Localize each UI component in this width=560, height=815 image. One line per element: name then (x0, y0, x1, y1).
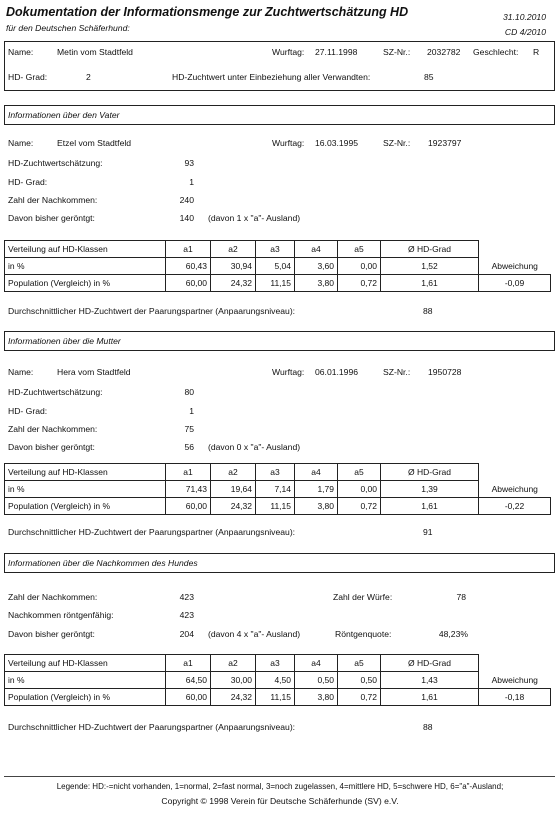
vater-davon: 140 (179, 213, 194, 223)
vater-hd-grad: 1 (189, 177, 194, 187)
table-cell: 3,80 (295, 498, 338, 515)
mutter-distribution-table (4, 463, 551, 515)
vater-zahl-nachkommen: 240 (179, 195, 194, 205)
vater-sz: 1923797 (428, 138, 462, 148)
nachkommen-wuerfe: 78 (456, 592, 466, 602)
nachkommen-heading: Informationen über die Nachkommen des Hundes (8, 558, 198, 568)
vater-wurftag: 16.03.1995 (315, 138, 359, 148)
table-header-row (5, 464, 551, 481)
table-cell: 60,00 (166, 689, 211, 706)
table-cell: 0,72 (338, 498, 381, 515)
table-empty-cell (479, 464, 551, 481)
table-empty-cell (479, 655, 551, 672)
table-header-cell: a4 (295, 241, 338, 258)
table-cell: 1,52 (381, 258, 479, 275)
nachkommen-roentgenfaehig: 423 (179, 610, 194, 620)
table-header-cell: a1 (166, 241, 211, 258)
row-label: Population (Vergleich) in % (5, 275, 166, 292)
vater-distribution-table (4, 240, 551, 292)
dog-geschlecht: R (533, 47, 540, 57)
nachkommen-davon: 204 (179, 629, 194, 639)
table-header-cell: a2 (211, 655, 256, 672)
table-cell: 30,94 (211, 258, 256, 275)
table-header-row (5, 241, 551, 258)
mutter-davon: 56 (184, 442, 194, 452)
footer-legend: Legende: HD:-=nicht vorhanden, 1=normal, 2=fast normal, 3=noch zugelassen, 4=mittlere HD, 5=schwere HD, 6="a"-Ausland; (56, 782, 504, 791)
table-cell: 30,00 (211, 672, 256, 689)
table-cell: 64,50 (166, 672, 211, 689)
report-date: 31.10.2010 (502, 12, 546, 22)
table-cell: 24,32 (211, 275, 256, 292)
table-header-cell: a3 (256, 655, 295, 672)
mutter-zahl-nachkommen: 75 (184, 424, 194, 434)
vater-zahl-nachkommen-label: Zahl der Nachkommen: (8, 195, 98, 205)
table-row-pop (5, 689, 551, 706)
table-cell: 19,64 (211, 481, 256, 498)
dog-geschlecht-label: Geschlecht: (473, 47, 519, 57)
table-header-cell: a4 (295, 464, 338, 481)
nachkommen-zahl: 423 (179, 592, 194, 602)
mutter-hd-grad: 1 (189, 406, 194, 416)
table-header-cell: a2 (211, 241, 256, 258)
table-header-cell: a3 (256, 464, 295, 481)
mutter-name: Hera vom Stadtfeld (57, 367, 131, 377)
dog-name-label: Name: (8, 47, 34, 57)
mutter-zws: 80 (184, 387, 194, 397)
mutter-durchschnitt-label: Durchschnittlicher HD-Zuchtwert der Paarungspartner (Anpaarungsniveau): (8, 527, 296, 537)
vater-zws: 93 (184, 158, 194, 168)
mutter-zws-label: HD-Zuchtwertschätzung: (8, 387, 103, 397)
abweichung-value: -0,09 (479, 275, 551, 292)
table-cell: 7,14 (256, 481, 295, 498)
table-cell: 1,79 (295, 481, 338, 498)
table-header-cell: Ø HD-Grad (381, 655, 479, 672)
mutter-zahl-nachkommen-label: Zahl der Nachkommen: (8, 424, 98, 434)
mutter-hd-grad-label: HD- Grad: (8, 406, 48, 416)
table-cell: 0,72 (338, 689, 381, 706)
vater-hd-grad-label: HD- Grad: (8, 177, 48, 187)
nachkommen-distribution-table (4, 654, 551, 706)
table-header-cell: a1 (166, 464, 211, 481)
nachkommen-roentgenquote-label: Röntgenquote: (335, 629, 392, 639)
vater-wurftag-label: Wurftag: (272, 138, 305, 148)
nachkommen-wuerfe-label: Zahl der Würfe: (333, 592, 393, 602)
mutter-davon-note: (davon 0 x "a"- Ausland) (208, 442, 301, 452)
abweichung-value: -0,22 (479, 498, 551, 515)
vater-sz-label: SZ-Nr.: (383, 138, 411, 148)
table-header-cell: Verteilung auf HD-Klassen (5, 464, 166, 481)
table-cell: 1,43 (381, 672, 479, 689)
mutter-sz-label: SZ-Nr.: (383, 367, 411, 377)
table-header-row (5, 655, 551, 672)
vater-davon-label: Davon bisher geröntgt: (8, 213, 95, 223)
nachkommen-durchschnitt: 88 (423, 722, 433, 732)
vater-name: Etzel vom Stadtfeld (57, 138, 132, 148)
table-cell: 24,32 (211, 689, 256, 706)
table-header-cell: Ø HD-Grad (381, 464, 479, 481)
nachkommen-davon-note: (davon 4 x "a"- Ausland) (208, 629, 301, 639)
abweichung-label: Abweichung (491, 674, 538, 685)
vater-davon-note: (davon 1 x "a"- Ausland) (208, 213, 301, 223)
table-header-cell: Verteilung auf HD-Klassen (5, 655, 166, 672)
row-label: Population (Vergleich) in % (5, 689, 166, 706)
cd-version: CD 4/2010 (504, 27, 546, 37)
table-header-cell: a2 (211, 464, 256, 481)
table-cell: 11,15 (256, 275, 295, 292)
table-cell: 60,00 (166, 498, 211, 515)
table-row-pct (5, 258, 551, 275)
table-row-pop (5, 498, 551, 515)
table-cell: 3,80 (295, 275, 338, 292)
table-cell: 0,00 (338, 481, 381, 498)
vater-durchschnitt: 88 (423, 306, 433, 316)
footer-divider (4, 776, 555, 777)
dog-wurftag: 27.11.1998 (315, 47, 358, 57)
vater-heading: Informationen über den Vater (8, 110, 120, 120)
vater-durchschnitt-label: Durchschnittlicher HD-Zuchtwert der Paarungspartner (Anpaarungsniveau): (8, 306, 296, 316)
mutter-wurftag-label: Wurftag: (272, 367, 305, 377)
mutter-sz: 1950728 (428, 367, 462, 377)
table-empty-cell (479, 241, 551, 258)
footer-copyright: Copyright © 1998 Verein für Deutsche Schäferhunde (SV) e.V. (161, 796, 399, 806)
table-row-pct (5, 481, 551, 498)
page-title: Dokumentation der Informationsmenge zur Zuchtwertschätzung HD (6, 5, 409, 19)
row-label: in % (5, 258, 166, 275)
table-header-cell: a4 (295, 655, 338, 672)
table-cell: 3,80 (295, 689, 338, 706)
table-header-cell: a5 (338, 655, 381, 672)
table-header-cell: a5 (338, 241, 381, 258)
dog-name: Metin vom Stadtfeld (57, 47, 133, 57)
nachkommen-zahl-label: Zahl der Nachkommen: (8, 592, 98, 602)
mutter-name-label: Name: (8, 367, 34, 377)
abweichung-value: -0,18 (479, 689, 551, 706)
table-header-cell: a5 (338, 464, 381, 481)
table-cell: 1,39 (381, 481, 479, 498)
table-cell: 11,15 (256, 689, 295, 706)
mutter-wurftag: 06.01.1996 (315, 367, 359, 377)
mutter-durchschnitt: 91 (423, 527, 433, 537)
table-header-cell: a1 (166, 655, 211, 672)
page-subtitle: für den Deutschen Schäferhund: (6, 23, 130, 33)
dog-hd-grad: 2 (86, 72, 91, 82)
table-cell: 11,15 (256, 498, 295, 515)
table-cell: 60,43 (166, 258, 211, 275)
vater-zws-label: HD-Zuchtwertschätzung: (8, 158, 103, 168)
nachkommen-roentgenquote: 48,23% (438, 629, 468, 639)
table-cell: 1,61 (381, 498, 479, 515)
dog-hd-grad-label: HD- Grad: (8, 72, 48, 82)
table-cell: 1,61 (381, 275, 479, 292)
table-cell: 5,04 (256, 258, 295, 275)
dog-zuchtwert-label: HD-Zuchtwert unter Einbeziehung aller Verwandten: (172, 72, 371, 82)
table-cell: 0,50 (338, 672, 381, 689)
nachkommen-davon-label: Davon bisher geröntgt: (8, 629, 95, 639)
table-cell: 60,00 (166, 275, 211, 292)
table-cell: 4,50 (256, 672, 295, 689)
table-header-cell: Verteilung auf HD-Klassen (5, 241, 166, 258)
table-header-cell: Ø HD-Grad (381, 241, 479, 258)
table-cell: 71,43 (166, 481, 211, 498)
abweichung-label: Abweichung (491, 483, 538, 494)
row-label: in % (5, 481, 166, 498)
mutter-davon-label: Davon bisher geröntgt: (8, 442, 95, 452)
mutter-heading: Informationen über die Mutter (8, 336, 121, 346)
row-label: Population (Vergleich) in % (5, 498, 166, 515)
table-cell: 3,60 (295, 258, 338, 275)
dog-sz-label: SZ-Nr.: (383, 47, 411, 57)
dog-sz: 2032782 (427, 47, 461, 57)
vater-name-label: Name: (8, 138, 34, 148)
abweichung-label: Abweichung (491, 260, 538, 271)
dog-wurftag-label: Wurftag: (272, 47, 305, 57)
table-cell: 0,72 (338, 275, 381, 292)
table-cell: 1,61 (381, 689, 479, 706)
row-label: in % (5, 672, 166, 689)
table-header-cell: a3 (256, 241, 295, 258)
nachkommen-roentgenfaehig-label: Nachkommen röntgenfähig: (8, 610, 114, 620)
table-cell: 0,50 (295, 672, 338, 689)
dog-zuchtwert: 85 (424, 72, 434, 82)
table-cell: 0,00 (338, 258, 381, 275)
table-cell: 24,32 (211, 498, 256, 515)
table-row-pop (5, 275, 551, 292)
nachkommen-durchschnitt-label: Durchschnittlicher HD-Zuchtwert der Paarungspartner (Anpaarungsniveau): (8, 722, 296, 732)
table-row-pct (5, 672, 551, 689)
